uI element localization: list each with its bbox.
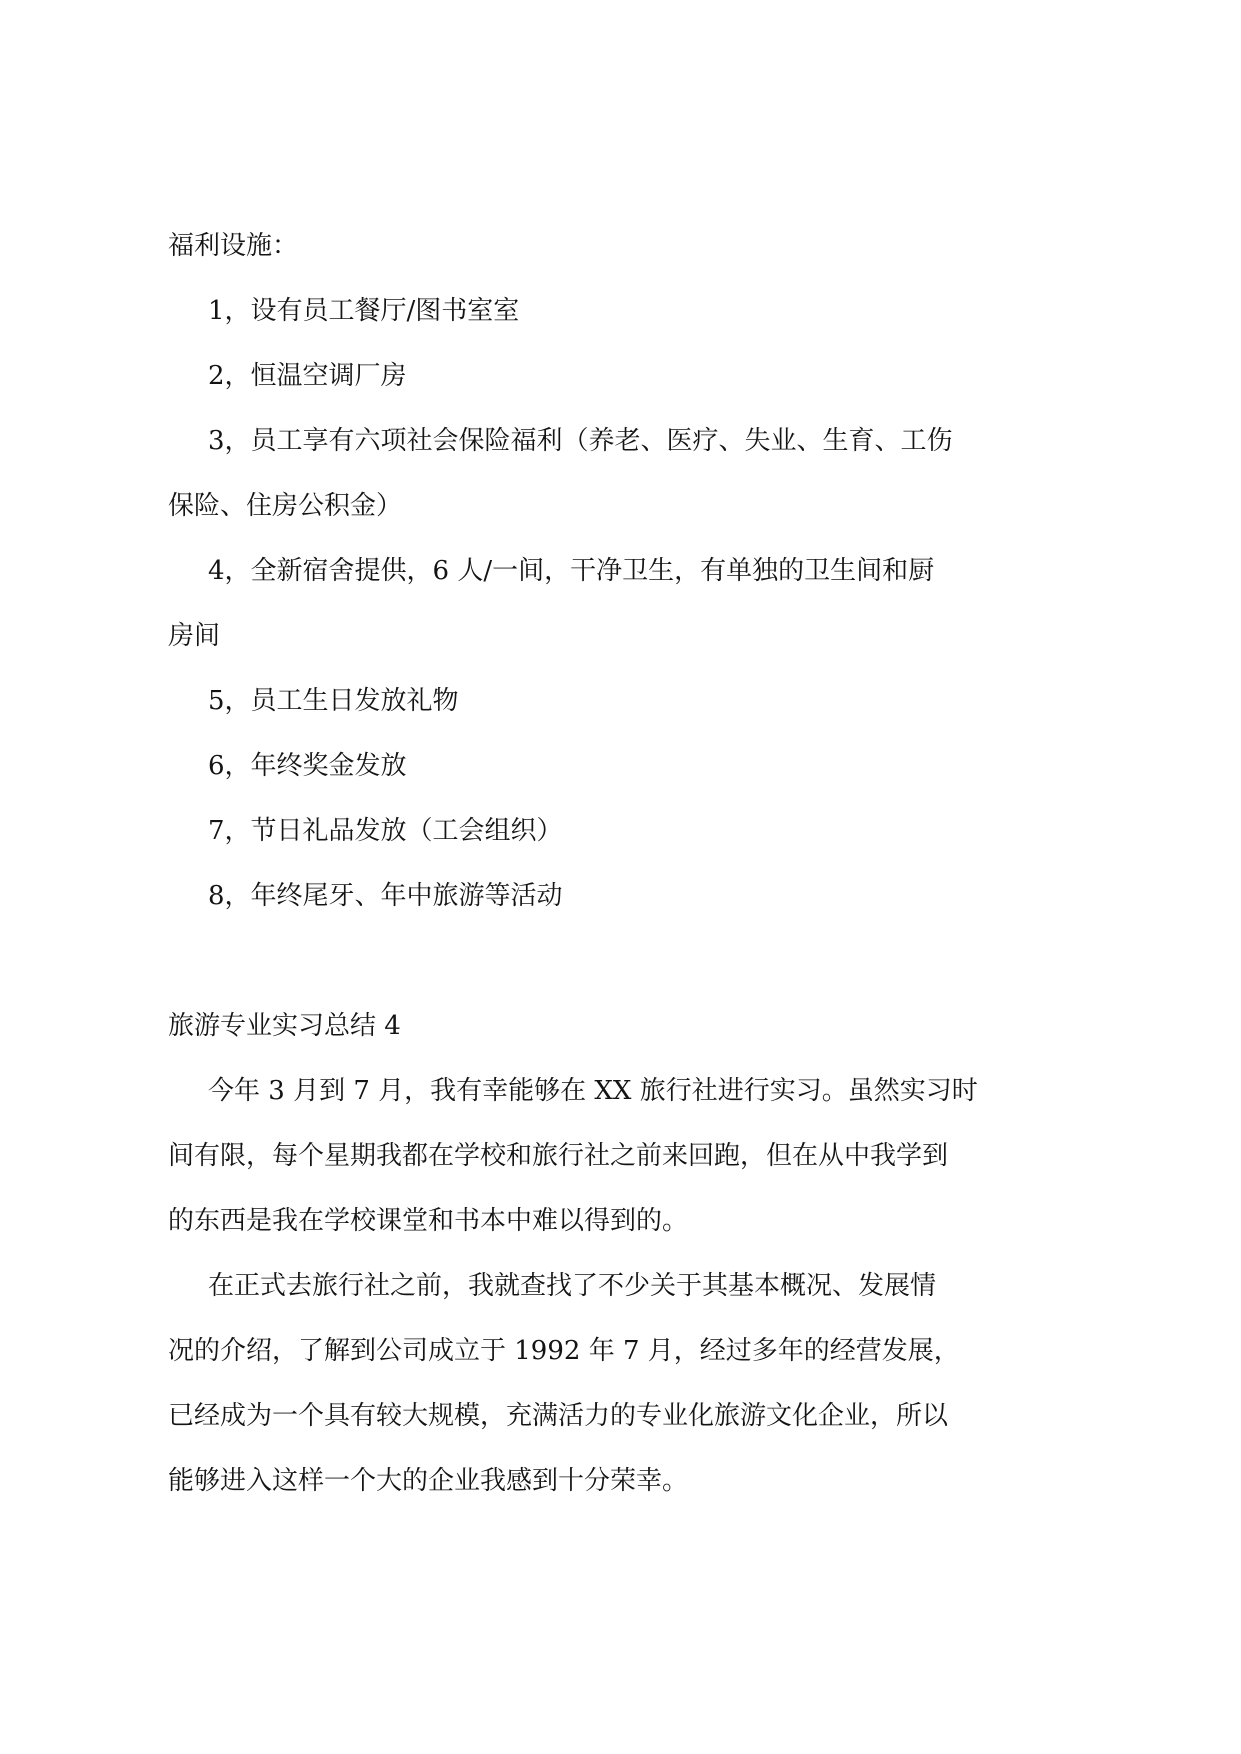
section-spacer <box>168 929 988 994</box>
welfare-item-line: 8，年终尾牙、年中旅游等活动 <box>208 881 563 911</box>
paragraph <box>168 1254 988 1514</box>
welfare-list <box>168 279 988 929</box>
paragraph-line: 况的介绍，了解到公司成立于 1992 年 7 月，经过多年的经营发展， <box>168 1336 960 1366</box>
welfare-item-line: 4，全新宿舍提供，6 人/一间，干净卫生，有单独的卫生间和厨 <box>208 556 935 586</box>
paragraph <box>168 1059 988 1254</box>
welfare-item-line: 5，员工生日发放礼物 <box>208 686 459 716</box>
welfare-item-line: 3，员工享有六项社会保险福利（养老、医疗、失业、生育、工伤 <box>208 426 953 456</box>
paragraph-line: 间有限，每个星期我都在学校和旅行社之前来回跑，但在从中我学到 <box>168 1141 949 1171</box>
section-title: 旅游专业实习总结 4 <box>168 1011 401 1041</box>
welfare-item <box>168 799 988 864</box>
welfare-item <box>168 539 988 669</box>
paragraph-line: 能够进入这样一个大的企业我感到十分荣幸。 <box>168 1466 689 1496</box>
paragraph-line: 在正式去旅行社之前，我就查找了不少关于其基本概况、发展情 <box>208 1271 937 1301</box>
welfare-item <box>168 409 988 539</box>
paragraph-line: 已经成为一个具有较大规模，充满活力的专业化旅游文化企业，所以 <box>168 1401 949 1431</box>
welfare-item-line: 保险、住房公积金） <box>168 491 403 521</box>
welfare-item-line: 2，恒温空调厂房 <box>208 361 407 391</box>
welfare-item <box>168 734 988 799</box>
welfare-item-line: 房间 <box>168 621 221 651</box>
paragraph-line: 的东西是我在学校课堂和书本中难以得到的。 <box>168 1206 689 1236</box>
welfare-item-line: 1，设有员工餐厅/图书室室 <box>208 296 520 326</box>
paragraph-line: 今年 3 月到 7 月，我有幸能够在 XX 旅行社进行实习。虽然实习时 <box>208 1076 978 1106</box>
welfare-item <box>168 864 988 929</box>
welfare-item <box>168 279 988 344</box>
document-body <box>168 214 988 1514</box>
welfare-item <box>168 344 988 409</box>
welfare-item-line: 6，年终奖金发放 <box>208 751 407 781</box>
welfare-item-line: 7，节日礼品发放（工会组织） <box>208 816 563 846</box>
welfare-heading: 福利设施： <box>168 231 299 261</box>
welfare-item <box>168 669 988 734</box>
